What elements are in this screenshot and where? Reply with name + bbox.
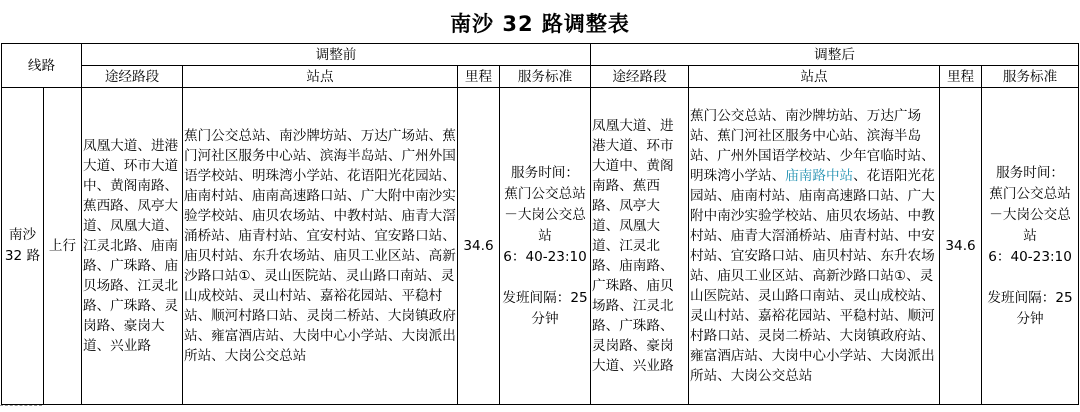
header-before: 调整前 <box>82 44 591 66</box>
after-mileage-cell: 34.6 <box>940 88 982 405</box>
before-service-hours-time: 6：40-23:10 <box>503 248 587 265</box>
header-before-mileage: 里程 <box>458 66 500 88</box>
after-stops-text-b: 、花语阳光花园站、庙南村站、庙南高速路口站、广大附中南沙实验学校站、庙贝农场站、中教村站、庙青大滘涌桥站、庙青村站、中安村站、宜安路口站、庙贝村站、东升农场站、庙贝工业区站、高新沙路口站①、灵山医院站、灵山路口南站、灵山成校站、灵山村站、嘉裕花园站、平稳村站、顺河村路口站、灵岗二桥站、大岗镇政府站、雍富酒店站、大岗中心小学站、大岗派出所站、大岗公交总站 <box>690 168 935 384</box>
header-before-stops: 站点 <box>183 66 458 88</box>
after-service-hours-label: 服务时间： <box>996 164 1065 181</box>
after-route-cell: 凤凰大道、进港大道、环市大道中、黄阁南路、蕉西路、凤亭大道、凤凰大道、江灵北路、庙南路、广珠路、庙贝场路、江灵北路、广珠路、灵岗路、豪岗大道、兴业路 <box>591 88 689 405</box>
after-service-cell <box>982 88 1079 405</box>
header-after: 调整后 <box>591 44 1079 66</box>
before-mileage-cell: 34.6 <box>458 88 500 405</box>
before-stops-cell: 蕉门公交总站、南沙牌坊站、万达广场站、蕉门河社区服务中心站、滨海半岛站、广州外国语学校站、明珠湾小学站、花语阳光花园站、庙南村站、庙南高速路口站、广大附中南沙实验学校站、庙贝农场站、中教村站、庙青大滘涌桥站、庙青村站、宜安村站、宜安路口站、庙贝村站、东升农场站、庙贝工业区站、高新沙路口站①、灵山医院站、灵山路口南站、灵山成校站、灵山村站、嘉裕花园站、平稳村站、顺河村路口站、灵岗二桥站、大岗镇政府站、雍富酒店站、大岗中心小学站、大岗派出所站、大岗公交总站 <box>183 88 458 405</box>
header-after-mileage: 里程 <box>940 66 982 88</box>
before-route-cell: 凤凰大道、进港大道、环市大道中、黄阁南路、蕉西路、凤亭大道、凤凰大道、江灵北路、庙南路、广珠路、庙贝场路、江灵北路、广珠路、灵岗路、豪岗大道、兴业路 <box>82 88 183 405</box>
before-service-cell <box>500 88 591 405</box>
adjustment-table <box>1 43 1079 405</box>
header-after-route: 途经路段 <box>591 66 689 88</box>
header-line: 线路 <box>2 44 82 88</box>
after-stops-text-a: 蕉门公交总站、南沙牌坊站、万达广场站、蕉门河社区服务中心站、滨海半岛站、广州外国语学校站、少年官临时站、明珠湾小学站、 <box>690 108 935 184</box>
before-interval: 发班间隔：25分钟 <box>502 289 588 327</box>
before-service-hours-label: 服务时间： <box>511 164 579 181</box>
after-interval: 发班间隔：25分钟 <box>987 289 1073 327</box>
page-title: 南沙 32 路调整表 <box>450 12 630 36</box>
after-service-hours-time: 6：40-23:10 <box>988 248 1072 265</box>
after-stops-highlight: 庙南路中站 <box>785 168 854 184</box>
corner-dash-line <box>0 405 42 406</box>
after-stops-cell <box>689 88 940 405</box>
table-row <box>2 88 1079 405</box>
after-service-hours-span: 蕉门公交总站－大岗公交总站 <box>989 185 1071 244</box>
header-before-service: 服务标准 <box>500 66 591 88</box>
direction-cell: 上行 <box>44 88 82 405</box>
header-after-stops: 站点 <box>689 66 940 88</box>
before-service-hours-span: 蕉门公交总站－大岗公交总站 <box>504 185 586 244</box>
line-name-cell: 南沙 32 路 <box>2 88 44 405</box>
header-before-route: 途经路段 <box>82 66 183 88</box>
header-after-service: 服务标准 <box>982 66 1079 88</box>
